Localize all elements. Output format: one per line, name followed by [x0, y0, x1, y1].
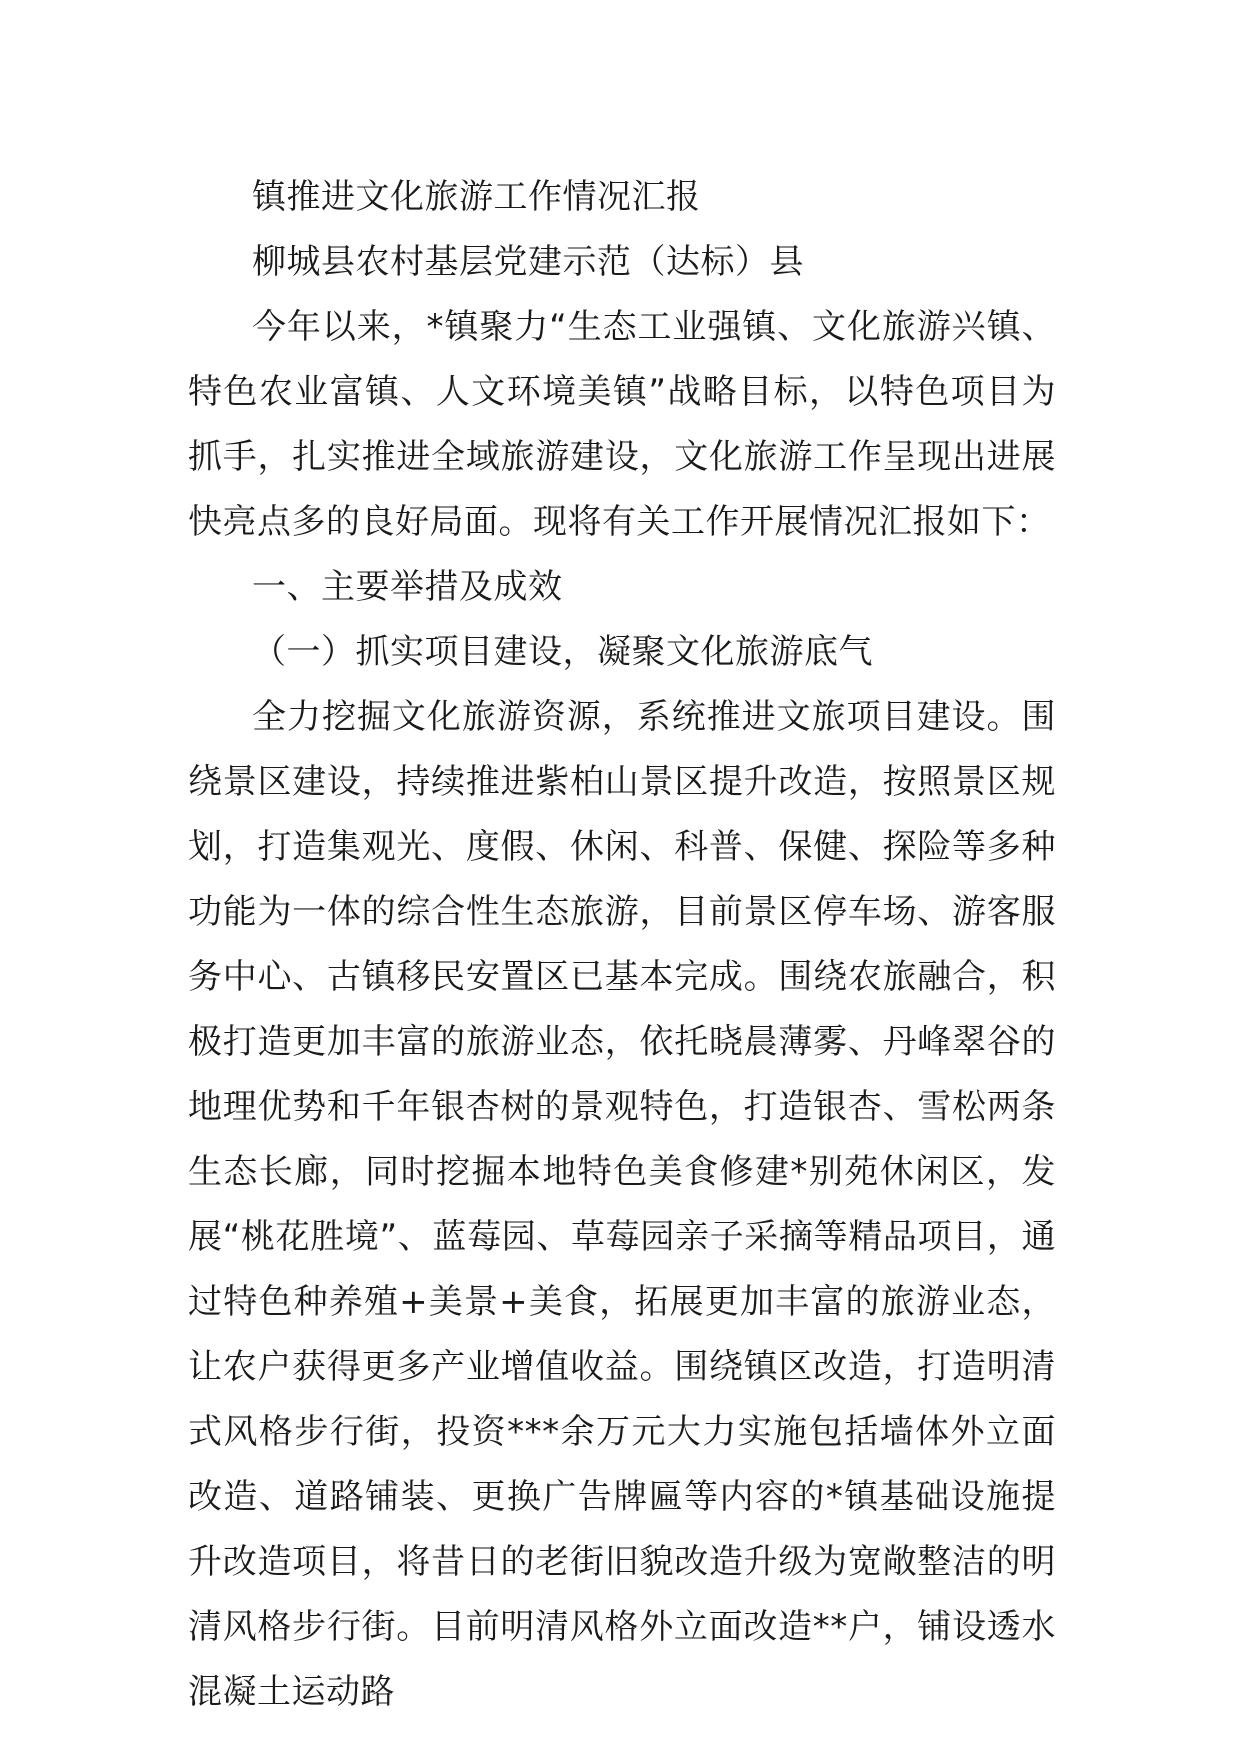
- document-subtitle: 柳城县农村基层党建示范（达标）县: [252, 242, 804, 282]
- subsection-heading: （一）抓实项目建设，凝聚文化旅游底气: [252, 632, 873, 672]
- document-body: [188, 165, 1056, 1725]
- section-heading: 一、主要举措及成效: [252, 567, 563, 607]
- document-title: 镇推进文化旅游工作情况汇报: [252, 177, 701, 217]
- intro-paragraph: 今年以来，*镇聚力“生态工业强镇、文化旅游兴镇、特色农业富镇、人文环境美镇”战略目标，以特色项目为抓手，扎实推进全域旅游建设，文化旅游工作呈现出进展快亮点多的良好局面。现将有关工作开展情况汇报如下：: [188, 307, 1056, 542]
- body-paragraph: 全力挖掘文化旅游资源，系统推进文旅项目建设。围绕景区建设，持续推进紫柏山景区提升改造，按照景区规划，打造集观光、度假、休闲、科普、保健、探险等多种功能为一体的综合性生态旅游，目前景区停车场、游客服务中心、古镇移民安置区已基本完成。围绕农旅融合，积极打造更加丰富的旅游业态，依托晓晨薄雾、丹峰翠谷的地理优势和千年银杏树的景观特色，打造银杏、雪松两条生态长廊，同时挖掘本地特色美食修建*别苑休闲区，发展“桃花胜境”、蓝莓园、草莓园亲子采摘等精品项目，通过特色种养殖+美景+美食，拓展更加丰富的旅游业态，让农户获得更多产业增值收益。围绕镇区改造，打造明清式风格步行街，投资***余万元大力实施包括墙体外立面改造、道路铺装、更换广告牌匾等内容的*镇基础设施提升改造项目，将昔日的老街旧貌改造升级为宽敞整洁的明清风格步行街。目前明清风格外立面改造**户，铺设透水混凝土运动路: [188, 697, 1056, 1712]
